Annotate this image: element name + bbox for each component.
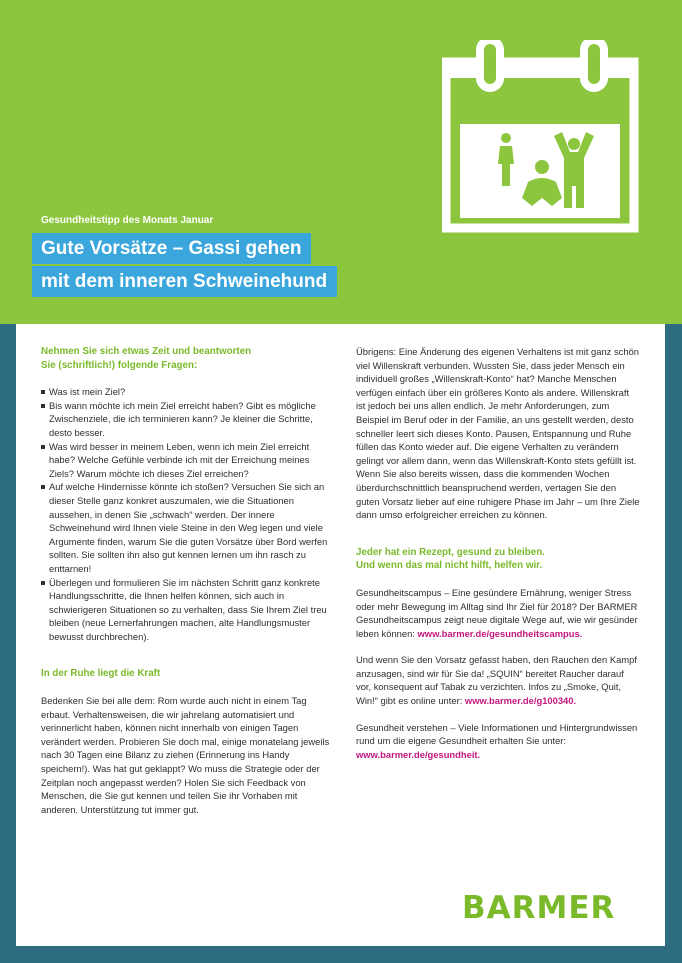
recipe-heading-line-2: Und wenn das mal nicht hilft, helfen wir. xyxy=(356,560,543,572)
squin-text: Und wenn Sie den Vorsatz gefasst haben, den Rauchen den Kampf anzusagen, sind wir für Sie da! „SQUIN“ bereitet Raucher darauf vor, konsequent auf Tabak zu verzichten. Infos zu „Smoke, Quit, Win!“ gibt es online unter: xyxy=(356,654,637,707)
intro-heading-line-2: Sie (schriftlich!) folgende Fragen: xyxy=(41,359,198,371)
intro-heading xyxy=(41,345,333,372)
list-item: Was wird besser in meinem Leben, wenn ich mein Ziel erreicht habe? Welche Gefühle verbinde ich mit der Erreichung meines Ziels? Warum möchte ich dieses Ziel erreichen? xyxy=(41,440,333,481)
right-column xyxy=(356,345,641,761)
header-banner xyxy=(0,0,682,324)
recipe-heading-line-1: Jeder hat ein Rezept, gesund zu bleiben. xyxy=(356,546,545,558)
left-column xyxy=(41,345,333,816)
campus-paragraph xyxy=(356,586,641,640)
list-item: Bis wann möchte ich mein Ziel erreicht haben? Gibt es mögliche Zwischenziele, die ich terminieren kann? Je kleiner die Schritte, desto besser. xyxy=(41,399,333,440)
page-title-line-2: mit dem inneren Schweinehund xyxy=(32,266,337,297)
list-item: Was ist mein Ziel? xyxy=(41,385,333,399)
recipe-heading xyxy=(356,546,641,573)
squin-paragraph xyxy=(356,653,641,707)
squin-link[interactable]: www.barmer.de/g100340. xyxy=(464,695,577,707)
barmer-logo: BARMER xyxy=(462,890,616,926)
list-item: Überlegen und formulieren Sie im nächsten Schritt ganz konkrete Handlungsschritte, die Ihnen helfen können, sich auch in schwierigeren Situationen so zu verhalten, dass Sie Ihrem Ziel treu bleiben (neue Lernerfahrungen machen, alte Handlungsmuster bewusst durchbrechen). xyxy=(41,576,333,644)
health-link[interactable]: www.barmer.de/gesundheit. xyxy=(356,748,481,760)
campus-link[interactable]: www.barmer.de/gesundheitscampus. xyxy=(417,627,583,639)
kicker-text: Gesundheitstipp des Monats Januar xyxy=(41,215,214,226)
section-text-ruhe: Bedenken Sie bei alle dem: Rom wurde auch nicht in einem Tag erbaut. Verhaltensweisen, die wir jahrelang automatisiert und verinnerlicht haben, können nicht innerhalb von einigen Tagen verändert werden. Probieren Sie doch mal, einige monatelang jeweils nach 30 Tagen eine Bilanz zu ziehen (Erinnerung ins Handy speichern!). Was hat gut geklappt? Wo muss die Strategie oder der Zeitplan noch angepasst werden? Holen Sie sich Feedback von Menschen, die Sie gut kennen und teilen Sie ihr Vorhaben mit anderen. Unterstützung tut immer gut. xyxy=(41,695,330,815)
page-title-line-1: Gute Vorsätze – Gassi gehen xyxy=(32,233,311,264)
list-item: Auf welche Hindernisse könnte ich stoßen? Versuchen Sie sich an dieser Stelle ganz konkret auszumalen, wie die Situationen aussehen, in denen Sie „schwach“ werden. Der innere Schweinehund wird Ihnen viele Steine in den Weg legen und viele Argumente finden, warum Sie die guten Vorsätze über Bord werfen sollten. Sie sollten ihn also gut kennen lernen um ihn rasch zu enttarnen! xyxy=(41,480,333,575)
campus-text: Gesundheitscampus – Eine gesündere Ernährung, weniger Stress oder mehr Bewegung im Alltag sind Ihr Ziel für 2018? Der BARMER Gesundheitscampus zeigt neue digitale Wege auf, wie wir gesünder leben können: xyxy=(356,586,638,639)
calendar-people-icon xyxy=(442,40,640,234)
content-sheet xyxy=(16,324,665,946)
question-list xyxy=(41,385,333,643)
health-paragraph xyxy=(356,721,641,762)
willpower-paragraph: Übrigens: Eine Änderung des eigenen Verhaltens ist mit ganz schön viel Willenskraft verbunden. Wussten Sie, dass jeder Mensch ein individuell großes „Willenskraft-Konto“ hat? Manche Menschen verfügen einfach über ein größeres Konto als andere. Willenskraft ist jedoch bei uns allen endlich. Je mehr Anforderungen, zum Beispiel im Beruf oder in der Familie, an uns gestellt werden, desto schneller leert sich dieses Konto. Pausen, Entspannung und Ruhe füllen das Konto wieder auf. Die eigene Verhalten zu verändern gelingt vor allem dann, wenn das Willenskraft-Konto stets gefüllt ist. Wenn Sie also bereits wissen, dass die kommenden Wochen überdurchschnittlich beanspruchend werden, vertagen Sie den guten Vorsatz lieber auf eine ruhigere Phase im Jahr – um Ihre Ziele dann umso erfolgreicher erreichen zu können. xyxy=(356,346,640,521)
section-heading-ruhe: In der Ruhe liegt die Kraft xyxy=(41,668,161,680)
intro-heading-line-1: Nehmen Sie sich etwas Zeit und beantworten xyxy=(41,346,252,357)
health-text: Gesundheit verstehen – Viele Informationen und Hintergrundwissen rund um die eigene Gesundheit erhalten Sie unter: xyxy=(356,721,638,747)
